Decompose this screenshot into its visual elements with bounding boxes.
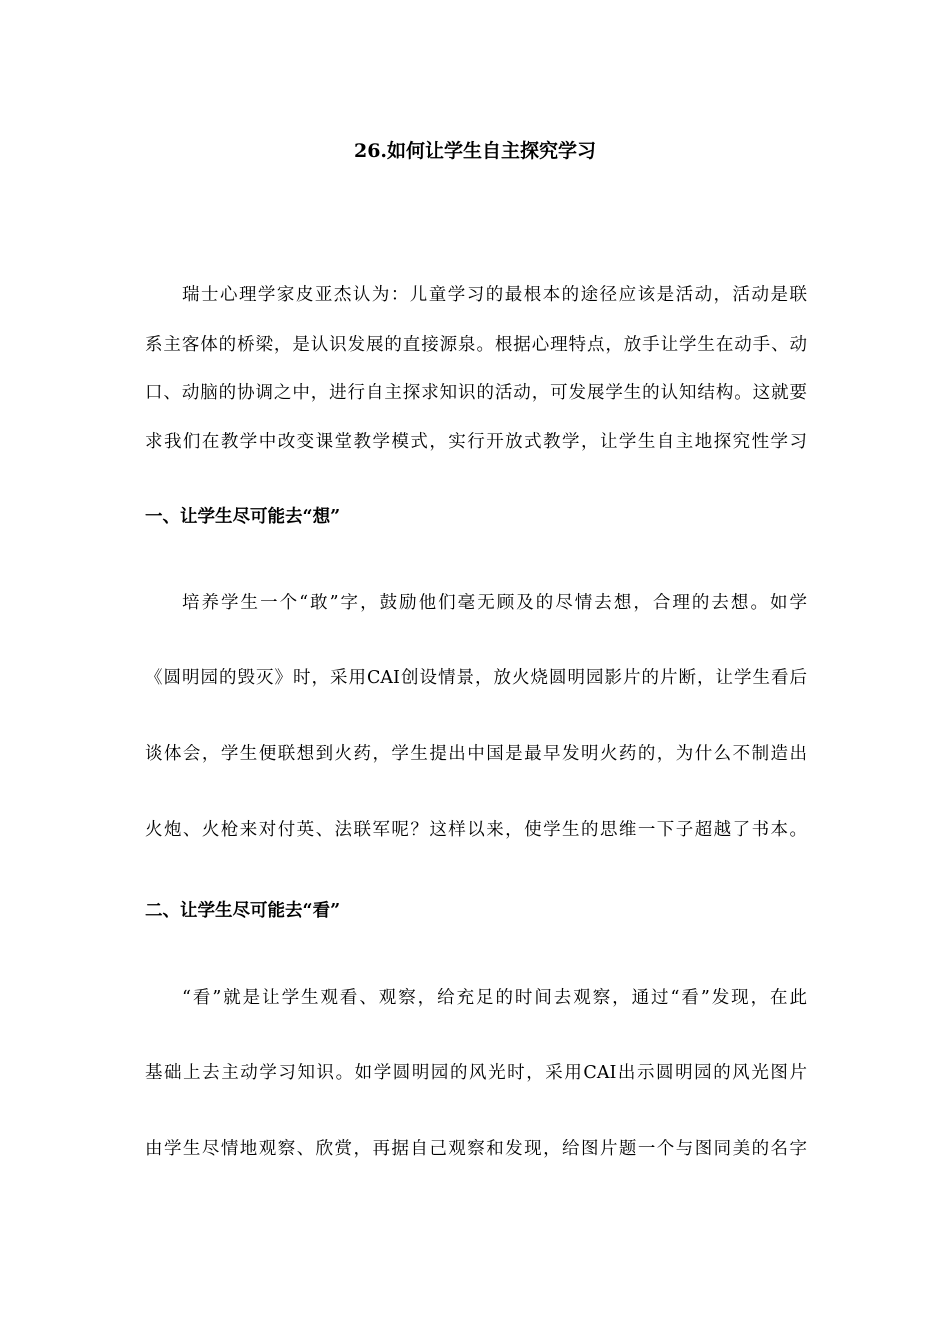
intro-line-4: 求我们在教学中改变课堂教学模式，实行开放式教学，让学生自主地探究性学习 — [145, 432, 807, 452]
section1-line-3: 谈体会，学生便联想到火药，学生提出中国是最早发明火药的，为什么不制造出 — [145, 744, 807, 764]
intro-line-1: 瑞士心理学家皮亚杰认为：儿童学习的最根本的途径应该是活动，活动是联 — [182, 285, 807, 305]
intro-line-2: 系主客体的桥梁，是认识发展的直接源泉。根据心理特点，放手让学生在动手、动 — [145, 335, 807, 355]
section1-line-2: 《圆明园的毁灭》时，采用CAI创设情景，放火烧圆明园影片的片断，让学生看后 — [145, 668, 807, 688]
intro-line-3: 口、动脑的协调之中，进行自主探求知识的活动，可发展学生的认知结构。这就要 — [145, 383, 807, 403]
section-heading-1: 一、让学生尽可能去“想” — [145, 507, 341, 527]
section1-line-4: 火炮、火枪来对付英、法联军呢？这样以来，使学生的思维一下子超越了书本。 — [145, 820, 807, 840]
section2-line-3: 由学生尽情地观察、欣赏，再据自己观察和发现，给图片题一个与图同美的名字 — [145, 1139, 807, 1159]
section2-line-1: “看”就是让学生观看、观察，给充足的时间去观察，通过“看”发现，在此 — [182, 988, 807, 1008]
document-title: 26.如何让学生自主探究学习 — [353, 140, 597, 162]
section2-line-2: 基础上去主动学习知识。如学圆明园的风光时，采用CAI出示圆明园的风光图片 — [145, 1063, 807, 1083]
section1-line-1: 培养学生一个“敢”字，鼓励他们毫无顾及的尽情去想，合理的去想。如学 — [182, 593, 807, 613]
section-heading-2: 二、让学生尽可能去“看” — [145, 901, 341, 921]
